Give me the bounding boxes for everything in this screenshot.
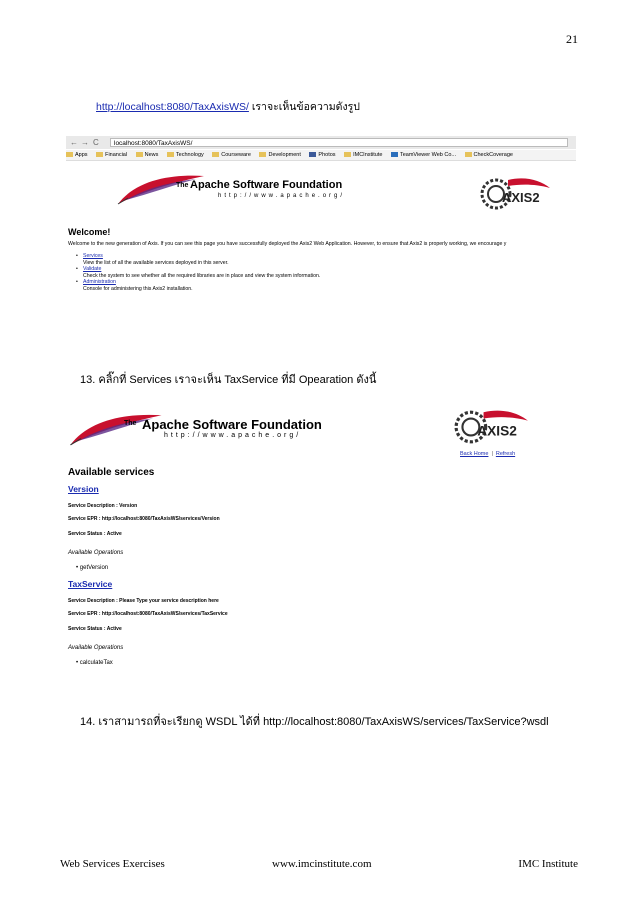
bookmark-item[interactable]: Photos xyxy=(309,150,335,160)
svg-text:AXIS2: AXIS2 xyxy=(477,423,517,439)
welcome-text: Welcome to the new generation of Axis. If you can see this page you have successfully deployed the Axis2 Web Application. However, to ensure that Axis2 is properly working, we encourage y xyxy=(68,241,507,247)
back-home-link[interactable]: Back Home xyxy=(460,451,489,457)
available-services-title: Available services xyxy=(68,467,155,478)
intro-text: เราจะเห็นข้อความดังรูป xyxy=(251,101,360,113)
welcome-title: Welcome! xyxy=(68,227,111,237)
folder-icon xyxy=(344,152,351,157)
bookmark-item[interactable]: Development xyxy=(259,150,300,160)
teamviewer-icon xyxy=(391,152,398,157)
address-bar[interactable]: localhost:8080/TaxAxisWS/ xyxy=(110,138,568,147)
bookmark-item[interactable]: IMCInstitute xyxy=(344,150,382,160)
page-number: 21 xyxy=(566,32,578,46)
bookmark-item[interactable]: Financial xyxy=(96,150,127,160)
bookmark-item[interactable]: Apps xyxy=(66,150,88,160)
back-icon[interactable]: ← xyxy=(70,138,78,147)
service-epr: Service EPR : http://localhost:8080/TaxAxisWS/services/TaxService xyxy=(68,611,228,617)
service-description: Service Description : Please Type your service description here xyxy=(68,598,219,604)
operation-item: • calculateTax xyxy=(76,660,113,666)
asf-url: http://www.apache.org/ xyxy=(164,432,302,439)
folder-icon xyxy=(96,152,103,157)
service-link-version[interactable]: Version xyxy=(68,484,99,494)
list-item: • Validate xyxy=(76,266,102,273)
step-13: 13. คลิ๊กที่ Services เราจะเห็น TaxService ที่มี Opearation ดังนี้ xyxy=(80,374,377,386)
footer-right: IMC Institute xyxy=(518,858,578,870)
asf-the: The xyxy=(124,420,137,427)
nav-separator: | xyxy=(491,451,493,457)
folder-icon xyxy=(259,152,266,157)
forward-icon[interactable]: → xyxy=(81,138,89,147)
bookmark-item[interactable]: CheckCoverage xyxy=(465,150,513,160)
welcome-links xyxy=(76,253,320,293)
service-link-taxservice[interactable]: TaxService xyxy=(68,579,113,589)
validate-link[interactable]: Validate xyxy=(83,266,102,273)
footer-center: www.imcinstitute.com xyxy=(272,858,372,870)
step-14: 14. เราสามารถที่จะเรียกดู WSDL ได้ที่ http://localhost:8080/TaxAxisWS/services/TaxService?wsdl xyxy=(80,716,549,728)
administration-desc: Console for administering this Axis2 installation. xyxy=(83,285,193,292)
browser-toolbar xyxy=(66,136,576,149)
service-status: Service Status : Active xyxy=(68,626,122,632)
bookmark-item[interactable]: Technology xyxy=(167,150,204,160)
operation-calculatetax: calculateTax xyxy=(79,660,113,666)
bookmarks-bar xyxy=(66,150,576,161)
service-status: Service Status : Active xyxy=(68,531,122,537)
facebook-icon xyxy=(309,152,316,157)
available-operations-label: Available Operations xyxy=(68,645,124,651)
list-item: • Administration xyxy=(76,279,116,286)
axis2-welcome-screenshot xyxy=(66,136,576,308)
available-services-screenshot xyxy=(64,405,554,675)
asf-title: Apache Software Foundation xyxy=(142,417,322,432)
bookmark-item[interactable]: TeamViewer Web Co... xyxy=(391,150,456,160)
axis2-logo-icon xyxy=(480,176,552,212)
services-desc: View the list of all the available services deployed in this server. xyxy=(83,259,229,266)
reload-icon[interactable]: C xyxy=(93,138,99,147)
available-operations-label: Available Operations xyxy=(68,550,124,556)
axis2-logo-icon xyxy=(454,407,530,447)
operation-getversion: getVersion xyxy=(79,565,109,571)
asf-url: http://www.apache.org/ xyxy=(218,193,346,199)
folder-icon xyxy=(167,152,174,157)
folder-icon xyxy=(136,152,143,157)
administration-link[interactable]: Administration xyxy=(83,279,116,286)
svg-text:AXIS2: AXIS2 xyxy=(502,190,540,205)
folder-icon xyxy=(465,152,472,157)
service-description: Service Description : Version xyxy=(68,503,138,509)
validate-desc: Check the system to see whether all the required libraries are in place and view the system information. xyxy=(83,272,321,279)
bookmark-item[interactable]: News xyxy=(136,150,159,160)
operation-item: • getVersion xyxy=(76,565,109,571)
step-intro xyxy=(96,98,360,115)
intro-url-link[interactable]: http://localhost:8080/TaxAxisWS/ xyxy=(96,101,249,113)
folder-icon xyxy=(66,152,73,157)
top-nav xyxy=(460,451,515,457)
service-epr: Service EPR : http://localhost:8080/TaxAxisWS/services/Version xyxy=(68,516,220,522)
folder-icon xyxy=(212,152,219,157)
refresh-link[interactable]: Refresh xyxy=(495,451,516,457)
asf-title: Apache Software Foundation xyxy=(190,179,343,191)
list-item: • Services xyxy=(76,253,103,259)
footer-left: Web Services Exercises xyxy=(60,858,165,870)
asf-the: The xyxy=(176,182,189,189)
services-link[interactable]: Services xyxy=(83,253,103,259)
bookmark-item[interactable]: Courseware xyxy=(212,150,251,160)
